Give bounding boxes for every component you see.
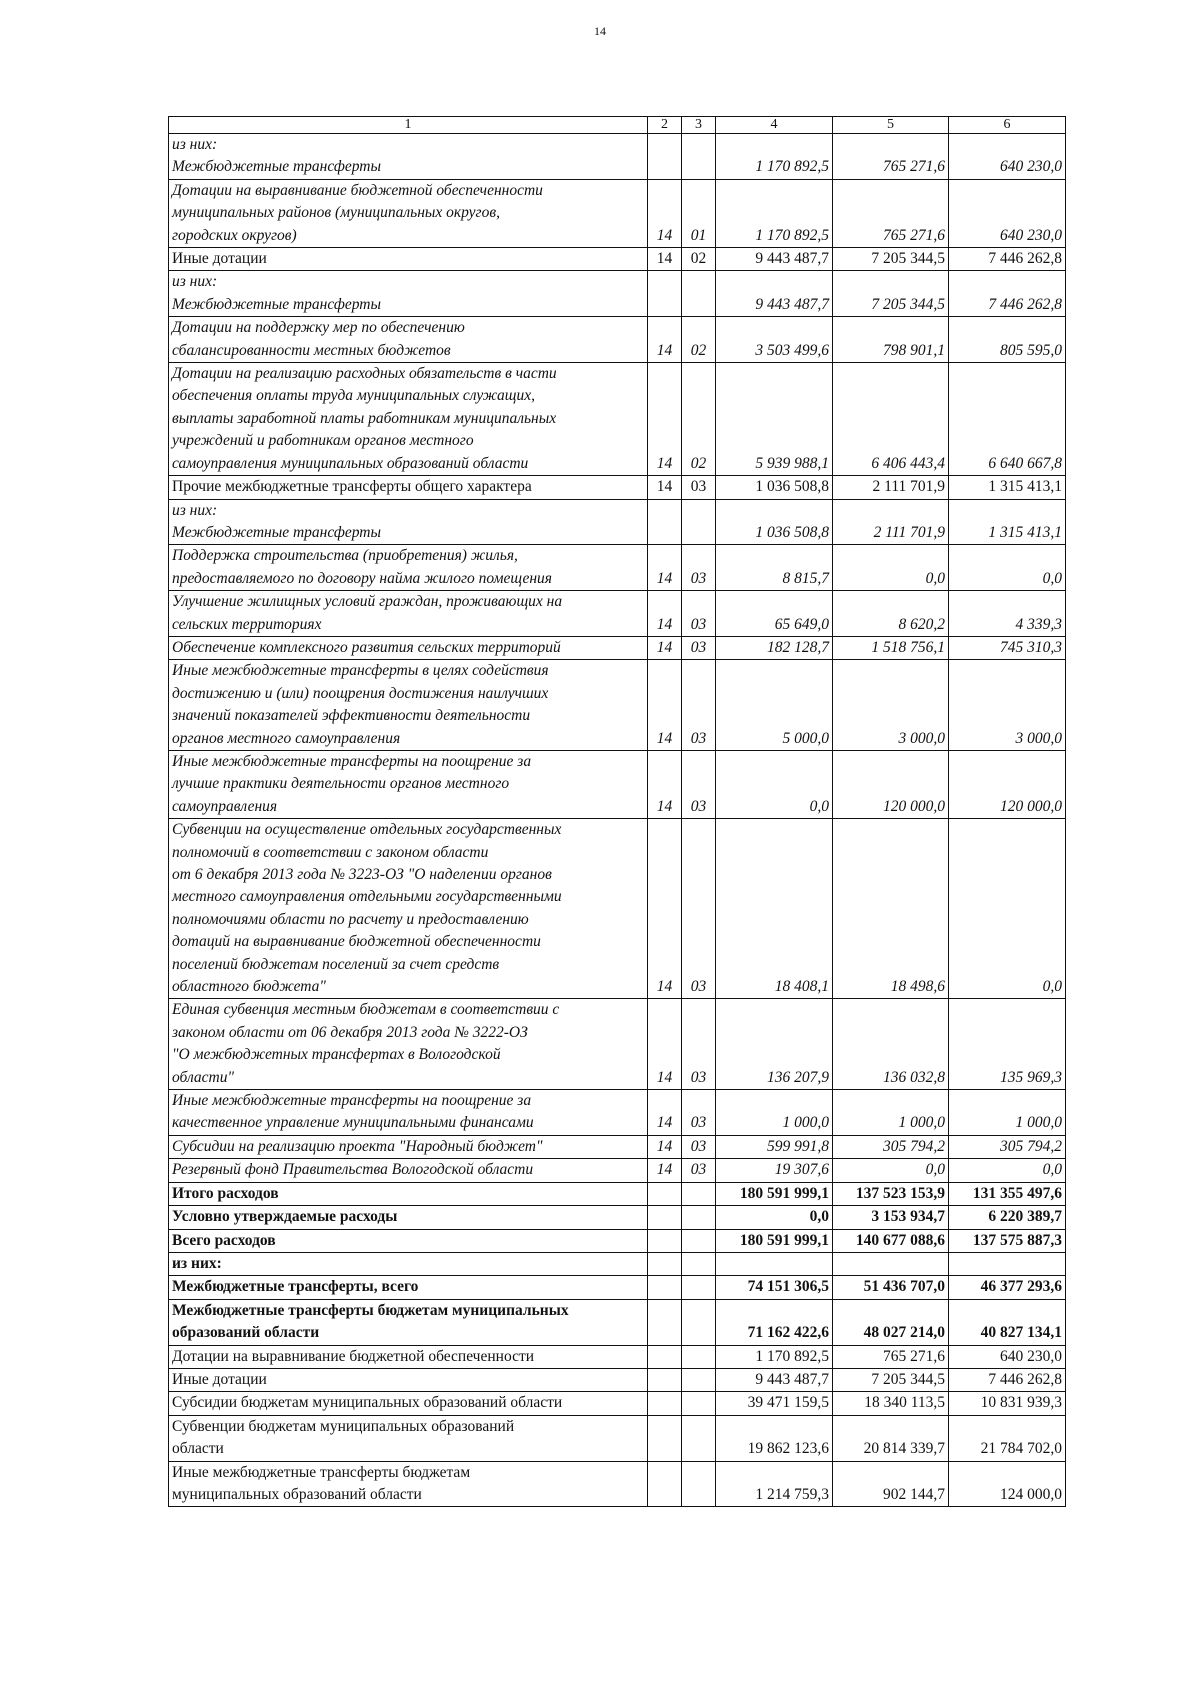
amount-year1-cell: 0,0 [716,750,833,818]
row-name-line: областного бюджета" [172,978,326,996]
row-name-cell [169,1299,648,1345]
table-row [169,179,1066,247]
subsection-code-cell: 03 [682,1090,716,1136]
row-name-line: Иные межбюджетные трансферты бюджетам [172,1463,471,1481]
amount-year1-cell: 19 307,6 [716,1159,833,1182]
row-name-line: органов местного самоуправления [172,729,401,747]
subsection-code-cell: 01 [682,179,716,247]
budget-table [168,116,1066,1507]
amount-year2-cell: 0,0 [833,1159,949,1182]
subsection-code-cell [682,1415,716,1461]
amount-year1-cell: 1 170 892,5 [716,134,833,180]
column-header: 6 [949,117,1066,134]
amount-year1-cell: 1 036 508,8 [716,476,833,499]
amount-year1-cell: 74 151 306,5 [716,1276,833,1299]
amount-year2-cell: 48 027 214,0 [833,1299,949,1345]
amount-year1-cell: 65 649,0 [716,591,833,637]
subsection-code-cell: 03 [682,819,716,999]
amount-year2-cell: 902 144,7 [833,1461,949,1507]
row-name-cell [169,134,648,180]
section-code-cell [648,1461,682,1507]
row-name-cell [169,499,648,545]
row-name-line: Итого расходов [172,1184,279,1202]
amount-year3-cell: 1 000,0 [949,1090,1066,1136]
row-name-line: муниципальных районов (муниципальных округов, [172,204,500,222]
row-name-cell [169,1415,648,1461]
row-name-line: от 6 декабря 2013 года № 3223-ОЗ "О наделении органов [172,866,552,883]
subsection-code-cell: 03 [682,545,716,591]
row-name-line: Иные дотации [172,250,267,268]
section-code-cell [648,1252,682,1275]
column-header: 3 [682,117,716,134]
section-code-cell [648,1182,682,1205]
row-name-cell [169,1276,648,1299]
table-row [169,1461,1066,1507]
row-name-line: Дотации на поддержку мер по обеспечению [172,319,465,337]
amount-year1-cell: 1 170 892,5 [716,179,833,247]
table-row [169,1206,1066,1229]
amount-year1-cell: 9 443 487,7 [716,271,833,317]
amount-year2-cell: 51 436 707,0 [833,1276,949,1299]
section-code-cell: 14 [648,1135,682,1158]
amount-year3-cell: 640 230,0 [949,179,1066,247]
amount-year2-cell: 137 523 153,9 [833,1182,949,1205]
amount-year2-cell: 3 000,0 [833,660,949,751]
subsection-code-cell: 03 [682,636,716,659]
section-code-cell [648,1229,682,1252]
amount-year2-cell: 0,0 [833,545,949,591]
row-name-line: Межбюджетные трансферты [172,158,381,176]
subsection-code-cell [682,134,716,180]
table-row [169,1299,1066,1345]
table-row [169,1090,1066,1136]
row-name-line: местного самоуправления отдельными государственными [172,888,562,906]
amount-year2-cell: 136 032,8 [833,999,949,1090]
amount-year1-cell: 0,0 [716,1206,833,1229]
amount-year3-cell: 3 000,0 [949,660,1066,751]
section-code-cell [648,1206,682,1229]
row-name-line: Единая субвенция местным бюджетам в соответствии с [172,1001,560,1019]
amount-year2-cell: 2 111 701,9 [833,476,949,499]
section-code-cell [648,1299,682,1345]
row-name-line: Иные межбюджетные трансферты на поощрение за [172,1092,532,1110]
table-body [169,134,1066,1507]
section-code-cell: 14 [648,317,682,363]
amount-year2-cell: 1 000,0 [833,1090,949,1136]
row-name-cell [169,591,648,637]
amount-year1-cell: 1 036 508,8 [716,499,833,545]
amount-year2-cell: 765 271,6 [833,179,949,247]
row-name-line: Условно утверждаемые расходы [172,1208,398,1226]
section-code-cell [648,271,682,317]
amount-year2-cell: 7 205 344,5 [833,271,949,317]
amount-year2-cell: 7 205 344,5 [833,248,949,271]
row-name-line: из них: [172,501,218,519]
row-name-line: Межбюджетные трансферты [172,523,381,541]
amount-year2-cell: 305 794,2 [833,1135,949,1158]
subsection-code-cell: 03 [682,1135,716,1158]
row-name-line: Межбюджетные трансферты бюджетам муниципальных [172,1301,569,1319]
amount-year1-cell: 180 591 999,1 [716,1229,833,1252]
section-code-cell: 14 [648,179,682,247]
row-name-line: городских округов) [172,226,297,244]
table-row [169,1392,1066,1415]
section-code-cell [648,1368,682,1391]
row-name-line: поселений бюджетам поселений за счет средств [172,955,500,973]
amount-year3-cell: 6 640 667,8 [949,363,1066,476]
amount-year1-cell: 1 000,0 [716,1090,833,1136]
table-row [169,1159,1066,1182]
row-name-line: муниципальных образований области [172,1485,422,1503]
table-row [169,363,1066,476]
amount-year2-cell: 7 205 344,5 [833,1368,949,1391]
section-code-cell: 14 [648,819,682,999]
row-name-line: выплаты заработной платы работникам муниципальных [172,409,557,427]
amount-year1-cell: 1 214 759,3 [716,1461,833,1507]
amount-year3-cell: 4 339,3 [949,591,1066,637]
row-name-cell [169,1345,648,1368]
subsection-code-cell [682,271,716,317]
amount-year2-cell: 3 153 934,7 [833,1206,949,1229]
row-name-line: Субвенции на осуществление отдельных государственных [172,821,562,839]
table-row [169,545,1066,591]
amount-year1-cell: 39 471 159,5 [716,1392,833,1415]
amount-year3-cell: 1 315 413,1 [949,476,1066,499]
subsection-code-cell: 02 [682,317,716,363]
row-name-line: Дотации на реализацию расходных обязательств в части [172,365,557,383]
row-name-line: Иные межбюджетные трансферты на поощрение за [172,752,532,770]
amount-year1-cell: 8 815,7 [716,545,833,591]
amount-year3-cell: 305 794,2 [949,1135,1066,1158]
row-name-cell [169,271,648,317]
row-name-cell [169,476,648,499]
subsection-code-cell: 02 [682,248,716,271]
row-name-line: Обеспечение комплексного развития сельских территорий [172,638,561,656]
table-row [169,750,1066,818]
row-name-line: лучшие практики деятельности органов местного [172,775,510,793]
amount-year1-cell: 5 000,0 [716,660,833,751]
amount-year3-cell: 131 355 497,6 [949,1182,1066,1205]
subsection-code-cell [682,1252,716,1275]
row-name-line: из них: [172,273,218,291]
row-name-line: сбалансированности местных бюджетов [172,341,451,359]
row-name-line: области [172,1440,224,1458]
section-code-cell [648,1415,682,1461]
section-code-cell [648,1276,682,1299]
amount-year3-cell: 137 575 887,3 [949,1229,1066,1252]
row-name-line: Субсидии бюджетам муниципальных образований области [172,1394,563,1412]
row-name-line: Иные межбюджетные трансферты в целях содействия [172,662,549,680]
amount-year1-cell: 19 862 123,6 [716,1415,833,1461]
subsection-code-cell: 03 [682,1159,716,1182]
table-row [169,271,1066,317]
amount-year3-cell: 0,0 [949,1159,1066,1182]
row-name-line: Межбюджетные трансферты, всего [172,1278,419,1296]
amount-year2-cell: 18 498,6 [833,819,949,999]
subsection-code-cell: 03 [682,750,716,818]
subsection-code-cell: 03 [682,660,716,751]
amount-year2-cell: 798 901,1 [833,317,949,363]
subsection-code-cell [682,1368,716,1391]
row-name-line: Поддержка строительства (приобретения) жилья, [172,547,518,565]
section-code-cell: 14 [648,999,682,1090]
section-code-cell: 14 [648,750,682,818]
row-name-cell [169,999,648,1090]
amount-year2-cell: 20 814 339,7 [833,1415,949,1461]
amount-year3-cell: 745 310,3 [949,636,1066,659]
row-name-line: области" [172,1068,234,1086]
row-name-cell [169,1252,648,1275]
subsection-code-cell [682,1206,716,1229]
amount-year3-cell: 640 230,0 [949,1345,1066,1368]
amount-year1-cell: 9 443 487,7 [716,1368,833,1391]
amount-year1-cell: 71 162 422,6 [716,1299,833,1345]
subsection-code-cell [682,1276,716,1299]
amount-year2-cell: 2 111 701,9 [833,499,949,545]
subsection-code-cell [682,1461,716,1507]
amount-year3-cell: 21 784 702,0 [949,1415,1066,1461]
row-name-line: Прочие межбюджетные трансферты общего характера [172,478,532,496]
column-header: 4 [716,117,833,134]
row-name-line: самоуправления [172,797,278,815]
row-name-line: законом области от 06 декабря 2013 года № 3222-ОЗ [172,1023,528,1041]
subsection-code-cell [682,1299,716,1345]
amount-year2-cell [833,1252,949,1275]
amount-year3-cell: 0,0 [949,819,1066,999]
row-name-cell [169,819,648,999]
row-name-cell [169,1090,648,1136]
subsection-code-cell: 02 [682,363,716,476]
table-row [169,660,1066,751]
row-name-line: из них: [172,1254,222,1272]
row-name-cell [169,1206,648,1229]
table-row [169,1345,1066,1368]
row-name-cell [169,1392,648,1415]
row-name-line: Резервный фонд Правительства Вологодской области [172,1161,534,1179]
row-name-cell [169,545,648,591]
amount-year2-cell: 765 271,6 [833,134,949,180]
amount-year2-cell: 120 000,0 [833,750,949,818]
amount-year3-cell: 120 000,0 [949,750,1066,818]
amount-year1-cell: 9 443 487,7 [716,248,833,271]
amount-year2-cell: 8 620,2 [833,591,949,637]
row-name-line: Иные дотации [172,1370,267,1388]
table-row [169,591,1066,637]
row-name-cell [169,1368,648,1391]
row-name-line: Улучшение жилищных условий граждан, проживающих на [172,593,563,611]
row-name-cell [169,1461,648,1507]
subsection-code-cell [682,1392,716,1415]
row-name-line: полномочий в соответствии с законом области [172,843,489,861]
amount-year3-cell: 40 827 134,1 [949,1299,1066,1345]
row-name-line: полномочиями области по расчету и предоставлению [172,910,529,928]
row-name-line: Субсидии на реализацию проекта "Народный бюджет" [172,1137,543,1155]
amount-year3-cell: 124 000,0 [949,1461,1066,1507]
table-row [169,636,1066,659]
amount-year1-cell: 136 207,9 [716,999,833,1090]
table-row [169,1182,1066,1205]
row-name-line: достижению и (или) поощрения достижения наилучших [172,684,549,702]
row-name-cell [169,1135,648,1158]
table-row [169,1415,1066,1461]
row-name-line: Межбюджетные трансферты [172,295,381,313]
amount-year1-cell: 180 591 999,1 [716,1182,833,1205]
section-code-cell: 14 [648,363,682,476]
row-name-line: самоуправления муниципальных образований области [172,454,529,472]
amount-year1-cell: 3 503 499,6 [716,317,833,363]
section-code-cell: 14 [648,1090,682,1136]
row-name-line: Дотации на выравнивание бюджетной обеспеченности [172,181,543,199]
subsection-code-cell: 03 [682,476,716,499]
subsection-code-cell [682,1345,716,1368]
subsection-code-cell: 03 [682,591,716,637]
amount-year1-cell [716,1252,833,1275]
amount-year3-cell: 7 446 262,8 [949,1368,1066,1391]
table-header-row [169,117,1066,134]
row-name-cell [169,750,648,818]
row-name-cell [169,248,648,271]
row-name-cell [169,1229,648,1252]
row-name-line: предоставляемого по договору найма жилого помещения [172,569,552,587]
column-header: 2 [648,117,682,134]
row-name-cell [169,363,648,476]
amount-year3-cell: 640 230,0 [949,134,1066,180]
subsection-code-cell [682,1229,716,1252]
column-header: 5 [833,117,949,134]
subsection-code-cell: 03 [682,999,716,1090]
table-row [169,819,1066,999]
amount-year2-cell: 6 406 443,4 [833,363,949,476]
row-name-cell [169,1182,648,1205]
section-code-cell: 14 [648,476,682,499]
section-code-cell [648,134,682,180]
row-name-line: Дотации на выравнивание бюджетной обеспеченности [172,1347,535,1365]
page-number: 14 [594,24,606,38]
table-row [169,317,1066,363]
table-row [169,1368,1066,1391]
row-name-line: Всего расходов [172,1231,276,1249]
row-name-cell [169,636,648,659]
table-row [169,1276,1066,1299]
subsection-code-cell [682,499,716,545]
amount-year1-cell: 1 170 892,5 [716,1345,833,1368]
row-name-line: значений показателей эффективности деятельности [172,707,531,725]
row-name-cell [169,317,648,363]
amount-year2-cell: 18 340 113,5 [833,1392,949,1415]
amount-year3-cell: 6 220 389,7 [949,1206,1066,1229]
row-name-line: сельских территориях [172,615,322,633]
table-row [169,476,1066,499]
amount-year1-cell: 18 408,1 [716,819,833,999]
amount-year3-cell: 1 315 413,1 [949,499,1066,545]
amount-year2-cell: 1 518 756,1 [833,636,949,659]
table-row [169,1229,1066,1252]
row-name-line: образований области [172,1324,320,1342]
amount-year3-cell: 805 595,0 [949,317,1066,363]
table-row [169,134,1066,180]
row-name-cell [169,1159,648,1182]
amount-year3-cell: 10 831 939,3 [949,1392,1066,1415]
row-name-line: из них: [172,136,218,153]
table-row [169,248,1066,271]
table-row [169,499,1066,545]
amount-year1-cell: 182 128,7 [716,636,833,659]
row-name-line: "О межбюджетных трансфертах в Вологодской [172,1046,501,1064]
row-name-line: учреждений и работникам органов местного [172,432,474,450]
amount-year1-cell: 599 991,8 [716,1135,833,1158]
section-code-cell [648,1392,682,1415]
section-code-cell: 14 [648,1159,682,1182]
amount-year3-cell: 46 377 293,6 [949,1276,1066,1299]
column-header: 1 [169,117,648,134]
row-name-line: обеспечения оплаты труда муниципальных служащих, [172,387,535,405]
section-code-cell: 14 [648,636,682,659]
row-name-cell [169,660,648,751]
amount-year3-cell: 7 446 262,8 [949,271,1066,317]
section-code-cell [648,1345,682,1368]
section-code-cell: 14 [648,591,682,637]
table-row [169,999,1066,1090]
amount-year2-cell: 140 677 088,6 [833,1229,949,1252]
row-name-line: Субвенции бюджетам муниципальных образований [172,1417,515,1435]
row-name-line: качественное управление муниципальными финансами [172,1114,534,1132]
table-row [169,1135,1066,1158]
amount-year1-cell: 5 939 988,1 [716,363,833,476]
amount-year2-cell: 765 271,6 [833,1345,949,1368]
subsection-code-cell [682,1182,716,1205]
row-name-cell [169,179,648,247]
amount-year3-cell: 7 446 262,8 [949,248,1066,271]
amount-year3-cell [949,1252,1066,1275]
amount-year3-cell: 0,0 [949,545,1066,591]
section-code-cell: 14 [648,248,682,271]
section-code-cell: 14 [648,545,682,591]
section-code-cell: 14 [648,660,682,751]
amount-year3-cell: 135 969,3 [949,999,1066,1090]
section-code-cell [648,499,682,545]
row-name-line: дотаций на выравнивание бюджетной обеспеченности [172,933,541,951]
table-row [169,1252,1066,1275]
